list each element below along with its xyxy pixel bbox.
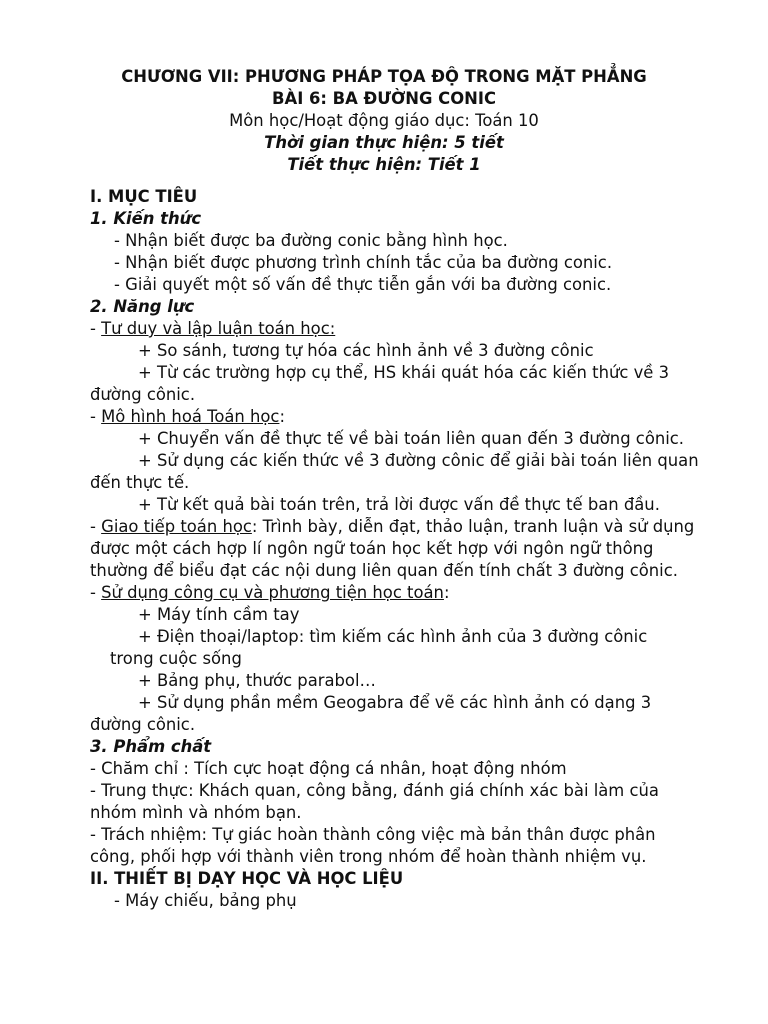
document-body [90,186,702,912]
qualities-item: - Trách nhiệm: Tự giác hoàn thành công việc mà bản thân được phân công, phối hợp với thành viên trong nhóm để hoàn thành nhiệm vụ. [90,825,656,866]
thinking-item: + Từ các trường hợp cụ thể, HS khái quát hóa các kiến thức về 3 đường cônic. [90,363,669,404]
qualities-item: - Trung thực: Khách quan, công bằng, đánh giá chính xác bài làm của nhóm mình và nhóm bạn. [90,781,659,822]
tools-heading [90,582,702,604]
duration-line: Thời gian thực hiện: 5 tiết [264,133,504,152]
qualities-item: - Chăm chỉ : Tích cực hoạt động cá nhân, hoạt động nhóm [90,759,567,778]
colon: : [443,583,450,602]
modeling-item: + Sử dụng các kiến thức về 3 đường cônic để giải bài toán liên quan đến thực tế. [90,451,699,492]
equipment-item: - Máy chiếu, bảng phụ [114,891,297,910]
dash: - [90,517,102,536]
modeling-item: + Chuyển vấn đề thực tế về bài toán liên quan đến 3 đường cônic. [138,429,685,448]
document-header [0,66,768,176]
competency-heading: 2. Năng lực [90,297,195,316]
section-equipment-heading: II. THIẾT BỊ DẠY HỌC VÀ HỌC LIỆU [90,869,404,888]
dash: - [90,407,102,426]
chapter-title: CHƯƠNG VII: PHƯƠNG PHÁP TỌA ĐỘ TRONG MẶT PHẲNG [121,67,647,86]
tools-label: Sử dụng công cụ và phương tiện học toán [101,583,444,602]
lesson-title: BÀI 6: BA ĐƯỜNG CONIC [272,89,496,108]
qualities-heading: 3. Phẩm chất [90,737,212,756]
thinking-heading [90,318,702,340]
modeling-item: + Từ kết quả bài toán trên, trả lời được vấn đề thực tế ban đầu. [138,495,660,514]
colon: : [279,407,285,426]
dash: - [90,319,102,338]
thinking-label: Tư duy và lập luận toán học: [101,319,336,338]
tools-item: + Điện thoại/laptop: tìm kiếm các hình ảnh của 3 đường cônic [138,627,648,646]
modeling-heading [90,406,702,428]
subject-line: Môn học/Hoạt động giáo dục: Toán 10 [229,111,539,130]
tools-item: + Sử dụng phần mềm Geogabra để vẽ các hình ảnh có dạng 3 đường cônic. [90,693,652,734]
tools-item-continuation: trong cuộc sống [110,649,242,668]
knowledge-item: - Giải quyết một số vấn đề thực tiễn gắn với ba đường conic. [114,275,612,294]
communication-paragraph [90,516,702,582]
modeling-label: Mô hình hoá Toán học [101,407,280,426]
knowledge-item: - Nhận biết được phương trình chính tắc của ba đường conic. [114,253,613,272]
period-line: Tiết thực hiện: Tiết 1 [287,155,481,174]
communication-text: : Trình bày, diễn đạt, thảo luận, tranh luận và sử dụng được một cách hợp lí ngôn ngữ toán học kết hợp với ngôn ngữ thông thường để biểu đạt các nội dung liên quan đến tính chất 3 đường cônic. [90,517,695,580]
knowledge-item: - Nhận biết được ba đường conic bằng hình học. [114,231,508,250]
communication-label: Giao tiếp toán học [101,517,252,536]
knowledge-heading: 1. Kiến thức [90,209,202,228]
dash: - [90,583,102,602]
tools-item: + Bảng phụ, thước parabol… [138,671,376,690]
tools-item: + Máy tính cầm tay [138,605,300,624]
thinking-item: + So sánh, tương tự hóa các hình ảnh về 3 đường cônic [138,341,594,360]
section-objectives-heading: I. MỤC TIÊU [90,187,198,206]
